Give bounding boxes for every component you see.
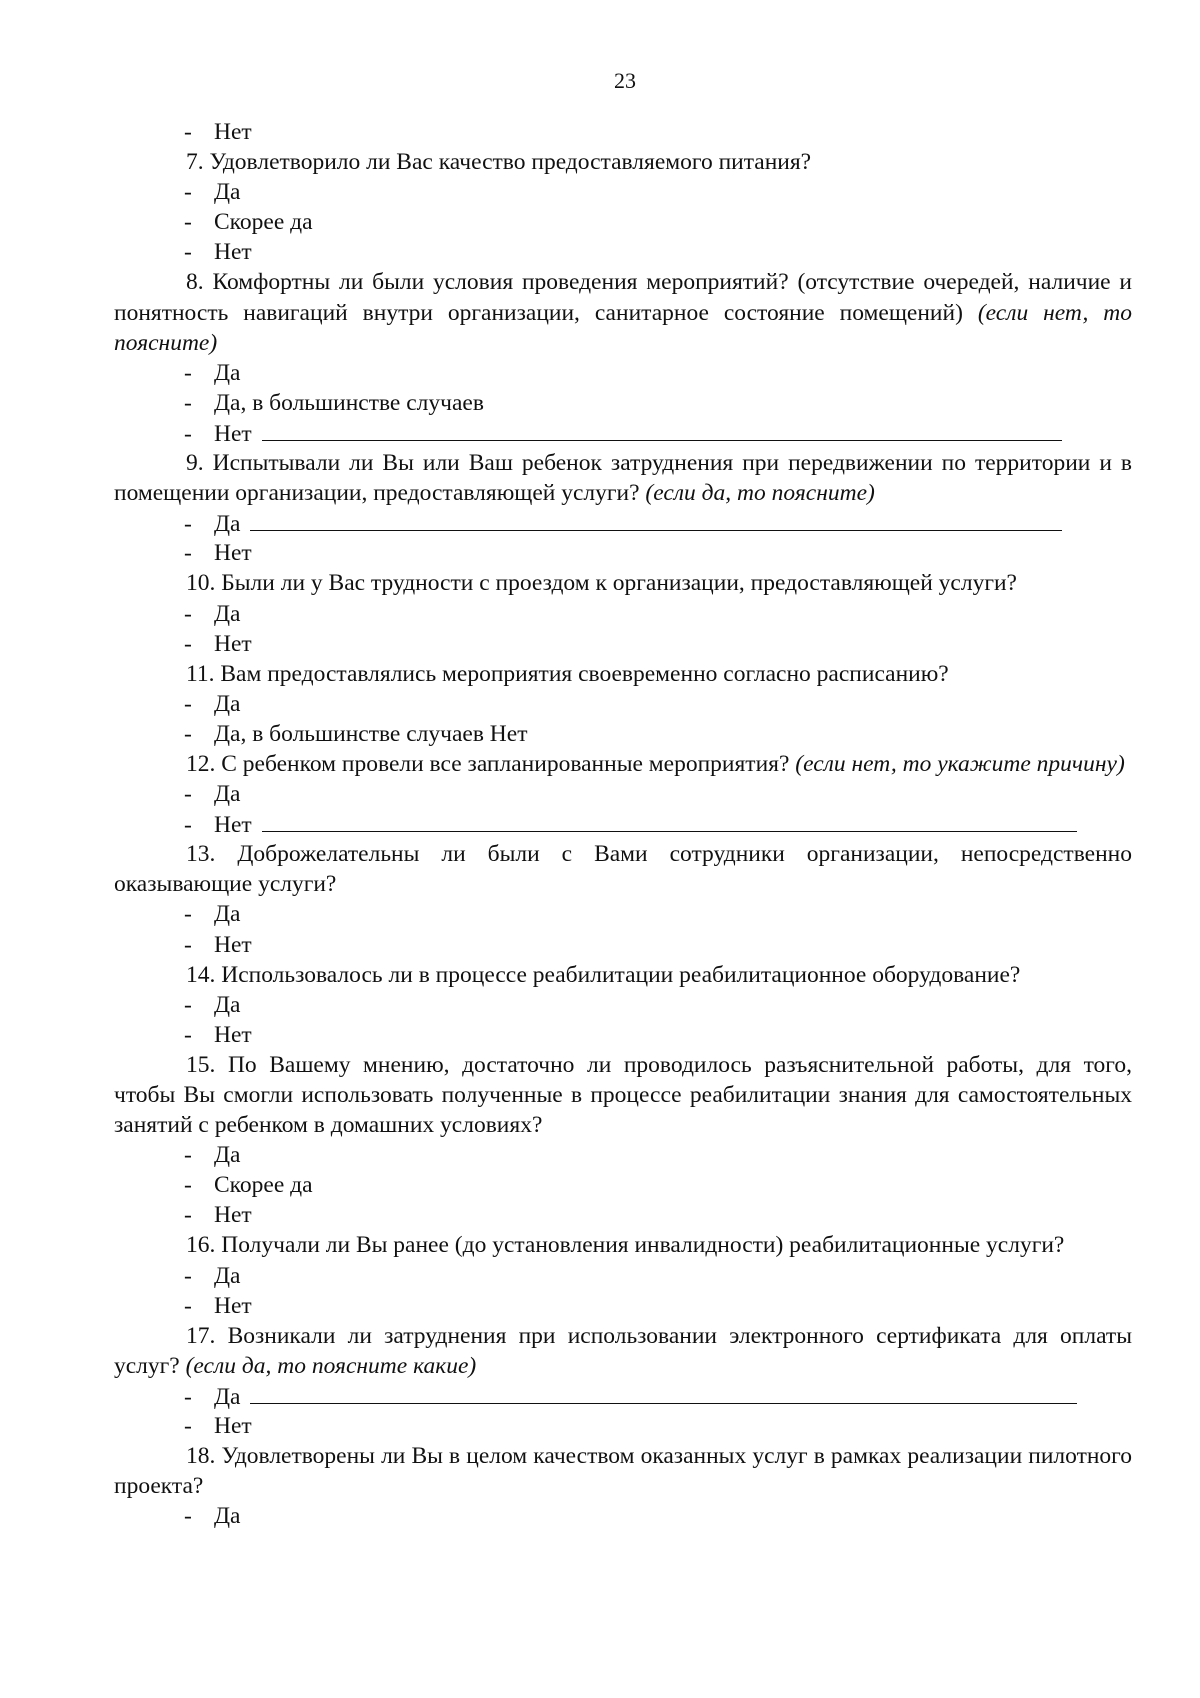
question-9: 9. Испытывали ли Вы или Ваш ребенок затруднения при передвижении по территории и в помещении организации, предоставляющей услуги? (если да, то поясните) bbox=[114, 450, 1132, 507]
question-note: (если нет, то поясните) bbox=[114, 299, 1133, 356]
answer-blank-line[interactable] bbox=[250, 508, 1062, 531]
answer-option: - Да bbox=[184, 991, 241, 1018]
question-10: 10. Были ли у Вас трудности с проездом к организации, предоставляющей услуги? bbox=[186, 570, 1017, 597]
answer-option: - Скорее да bbox=[184, 1172, 313, 1199]
question-note: (если нет, то укажите причину) bbox=[795, 750, 1125, 777]
answer-option: - Да bbox=[184, 1142, 241, 1169]
answer-option: - Нет bbox=[114, 809, 1132, 839]
question-14: 14. Использовалось ли в процессе реабилитации реабилитационное оборудование? bbox=[186, 961, 1021, 988]
answer-option: - Да bbox=[184, 781, 241, 808]
question-note: (если да, то поясните какие) bbox=[185, 1352, 477, 1379]
answer-option: - Нет bbox=[184, 931, 252, 958]
page-number: 23 bbox=[614, 68, 636, 93]
question-13: 13. Доброжелательны ли были с Вами сотрудники организации, непосредственно оказывающие услуги? bbox=[114, 841, 1132, 898]
question-7: 7. Удовлетворило ли Вас качество предоставляемого питания? bbox=[186, 149, 812, 176]
questionnaire bbox=[114, 117, 1132, 1531]
answer-option: - Да bbox=[114, 1381, 1132, 1411]
question-16: 16. Получали ли Вы ранее (до установления инвалидности) реабилитационные услуги? bbox=[186, 1232, 1065, 1259]
answer-option: - Нет bbox=[184, 1413, 252, 1440]
answer-option: - Нет bbox=[184, 1021, 252, 1048]
question-18: 18. Удовлетворены ли Вы в целом качеством оказанных услуг в рамках реализации пилотного проекта? bbox=[114, 1443, 1132, 1500]
question-note: (если да, то поясните) bbox=[645, 480, 875, 507]
question-11: 11. Вам предоставлялись мероприятия своевременно согласно расписанию? bbox=[186, 660, 949, 687]
answer-option: - Нет bbox=[184, 1292, 252, 1319]
answer-option: - Нет bbox=[184, 540, 252, 567]
answer-option: - Нет bbox=[184, 119, 252, 145]
answer-option: - Да bbox=[184, 1503, 241, 1530]
answer-option: - Да bbox=[184, 901, 241, 928]
question-17: 17. Возникали ли затруднения при использовании электронного сертификата для оплаты услуг? (если да, то поясните какие) bbox=[114, 1322, 1132, 1379]
answer-option: - Да bbox=[184, 179, 241, 206]
answer-option: - Нет bbox=[184, 239, 252, 266]
answer-option: - Да, в большинстве случаев bbox=[184, 389, 484, 416]
answer-option: - Да bbox=[184, 600, 241, 627]
answer-option: - Нет bbox=[114, 418, 1132, 448]
answer-option: - Да, в большинстве случаев Нет bbox=[184, 720, 528, 747]
answer-option: - Да bbox=[184, 1262, 241, 1289]
question-8: 8. Комфортны ли были условия проведения мероприятий? (отсутствие очередей, наличие и понятность навигаций внутри организации, санитарное состояние помещений) (если нет, то поясните) bbox=[114, 269, 1133, 356]
answer-option: - Скорее да bbox=[184, 209, 313, 236]
answer-blank-line[interactable] bbox=[262, 809, 1077, 832]
answer-option: - Нет bbox=[184, 630, 252, 657]
answer-option: - Нет bbox=[184, 1202, 252, 1229]
answer-blank-line[interactable] bbox=[262, 418, 1062, 441]
answer-option: - Да bbox=[184, 690, 241, 717]
answer-blank-line[interactable] bbox=[250, 1381, 1077, 1404]
question-12: 12. С ребенком провели все запланированные мероприятия? (если нет, то укажите причину) bbox=[186, 750, 1125, 777]
answer-option: - Да bbox=[114, 508, 1132, 538]
answer-option: - Да bbox=[184, 359, 241, 386]
question-15: 15. По Вашему мнению, достаточно ли проводилось разъяснительной работы, для того, чтобы Вы смогли использовать полученные в процессе реабилитации знания для самостоятельных занятий с ребенком в домашних условиях? bbox=[114, 1051, 1132, 1139]
